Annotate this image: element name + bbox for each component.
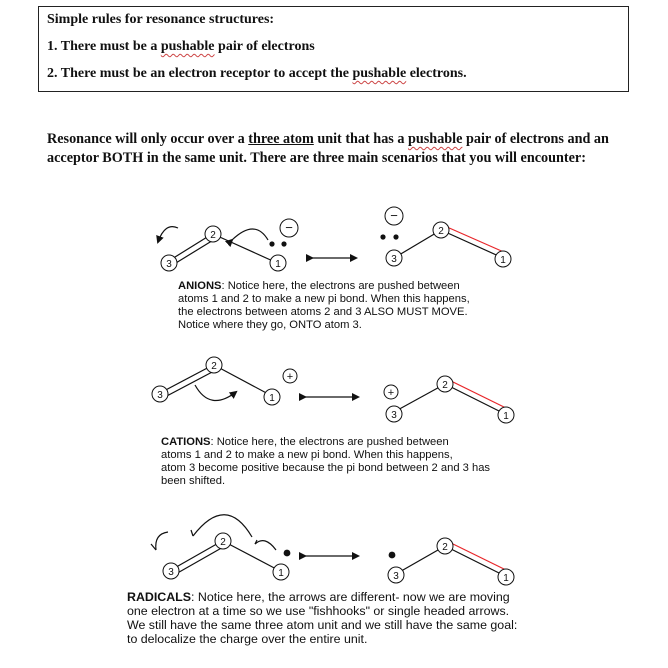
anions-caption [178, 280, 470, 332]
new-pi-bond [447, 227, 506, 253]
atom-2-label: 2 [442, 380, 448, 391]
lone-pair-dot [393, 234, 398, 239]
fishhook-barb [191, 530, 193, 536]
rule-2-suffix: electrons. [406, 66, 467, 81]
bond-3-2 [171, 541, 222, 570]
rule-2-prefix: 2. There must be an electron receptor to accept the [47, 66, 353, 81]
atom-3-label: 3 [391, 410, 397, 421]
anions-line-3: the electrons between atoms 2 and 3 ALSO MUST MOVE. [178, 306, 468, 318]
intro-part-3: pair of electrons and an acceptor BOTH in the same unit. There are three main scenarios that you will encounter: [47, 131, 609, 166]
atom-2-label: 2 [220, 537, 226, 548]
atom-3-label: 3 [157, 390, 163, 401]
radicals-caption [127, 590, 517, 646]
atom-1-label: 1 [278, 568, 284, 579]
atom-2-label: 2 [438, 226, 444, 237]
lone-pair-dot [269, 241, 274, 246]
rules-title: Simple rules for resonance structures: [47, 12, 275, 27]
atom-2-label: 2 [442, 542, 448, 553]
intro-part-2: unit that has a [313, 131, 408, 147]
bond-3-2 [394, 384, 445, 412]
cation-left-structure [152, 357, 297, 405]
bond-3-2 [160, 365, 213, 393]
radicals-line-3: We still have the same three atom unit and we still have the same goal: [127, 618, 518, 632]
radicals-line-1 [127, 590, 517, 604]
radicals-line-1-text: : Notice here, the arrows are different- now we are moving [191, 590, 510, 604]
lone-pair-dot [281, 241, 286, 246]
positive-charge-label: + [387, 387, 395, 399]
radical-electron-dot [389, 552, 396, 559]
atom-1-label: 1 [503, 411, 509, 422]
anion-left-structure [158, 219, 298, 271]
bond-3-2-pi [174, 546, 225, 575]
intro-pushable: pushable [408, 131, 463, 147]
anions-line-2: atoms 1 and 2 to make a new pi bond. When this happens, [178, 293, 470, 305]
cations-heading: CATIONS [161, 436, 211, 448]
intro-part-1: Resonance will only occur over a [47, 131, 249, 147]
radical-left-structure [151, 515, 290, 580]
rule-1-prefix: 1. There must be a [47, 39, 161, 54]
cations-line-3: atom 3 become positive because the pi bond between 2 and 3 has [161, 462, 491, 474]
cations-caption [161, 436, 490, 488]
curved-arrow [195, 385, 236, 401]
cations-line-1-text: : Notice here, the electrons are pushed between [210, 436, 449, 448]
anions-heading: ANIONS [178, 280, 222, 292]
atom-1-label: 1 [503, 573, 509, 584]
anion-right-structure [380, 207, 511, 267]
cations-line-2: atoms 1 and 2 to make a new pi bond. When this happens, [161, 449, 453, 461]
curved-arrow [158, 227, 178, 242]
new-pi-bond [451, 381, 508, 409]
rule-1-pushable: pushable [160, 39, 215, 54]
atom-3-label: 3 [391, 254, 397, 265]
anions-line-4: Notice where they go, ONTO atom 3. [178, 319, 362, 331]
fishhook-arrow [255, 541, 276, 550]
radical-electron-dot [284, 550, 291, 557]
bond-3-2-pi [171, 239, 215, 266]
lone-pair-dot [380, 234, 385, 239]
bond-2-1 [445, 384, 505, 414]
atom-2-label: 2 [210, 230, 216, 241]
anions-line-1 [178, 280, 470, 293]
atom-1-label: 1 [275, 259, 281, 270]
anions-line-1-text: : Notice here, the electrons are pushed between [221, 280, 460, 292]
negative-charge-label: − [390, 208, 398, 223]
bond-2-1 [213, 234, 275, 262]
atom-3-label: 3 [393, 571, 399, 582]
rule-2-pushable: pushable [352, 66, 407, 81]
curved-arrow [232, 229, 268, 240]
atom-3-label: 3 [166, 259, 172, 270]
fishhook-arrow [156, 532, 168, 550]
radicals-line-4: to delocalize the charge over the entire unit. [127, 632, 368, 646]
cations-line-4: been shifted. [161, 475, 226, 487]
cation-right-structure [384, 376, 514, 423]
radicals-line-2: one electron at a time so we use "fishhooks" or single headed arrows. [127, 604, 510, 618]
atom-3-label: 3 [168, 567, 174, 578]
bond-2-1 [441, 230, 503, 258]
atom-2-label: 2 [211, 361, 217, 372]
negative-charge-label: − [285, 220, 293, 235]
radicals-heading: RADICALS [127, 590, 192, 604]
bond-2-1 [214, 365, 272, 396]
bond-2-1 [445, 546, 505, 576]
intro-three-atom: three atom [248, 131, 314, 147]
bond-3-2-pi [163, 370, 216, 398]
atom-1-label: 1 [500, 255, 506, 266]
radical-right-structure [388, 538, 514, 585]
new-pi-bond [451, 543, 508, 571]
atom-1-label: 1 [269, 393, 275, 404]
positive-charge-label: + [286, 371, 294, 383]
rule-1-suffix: pair of electrons [214, 39, 315, 54]
cations-line-1 [161, 436, 490, 449]
